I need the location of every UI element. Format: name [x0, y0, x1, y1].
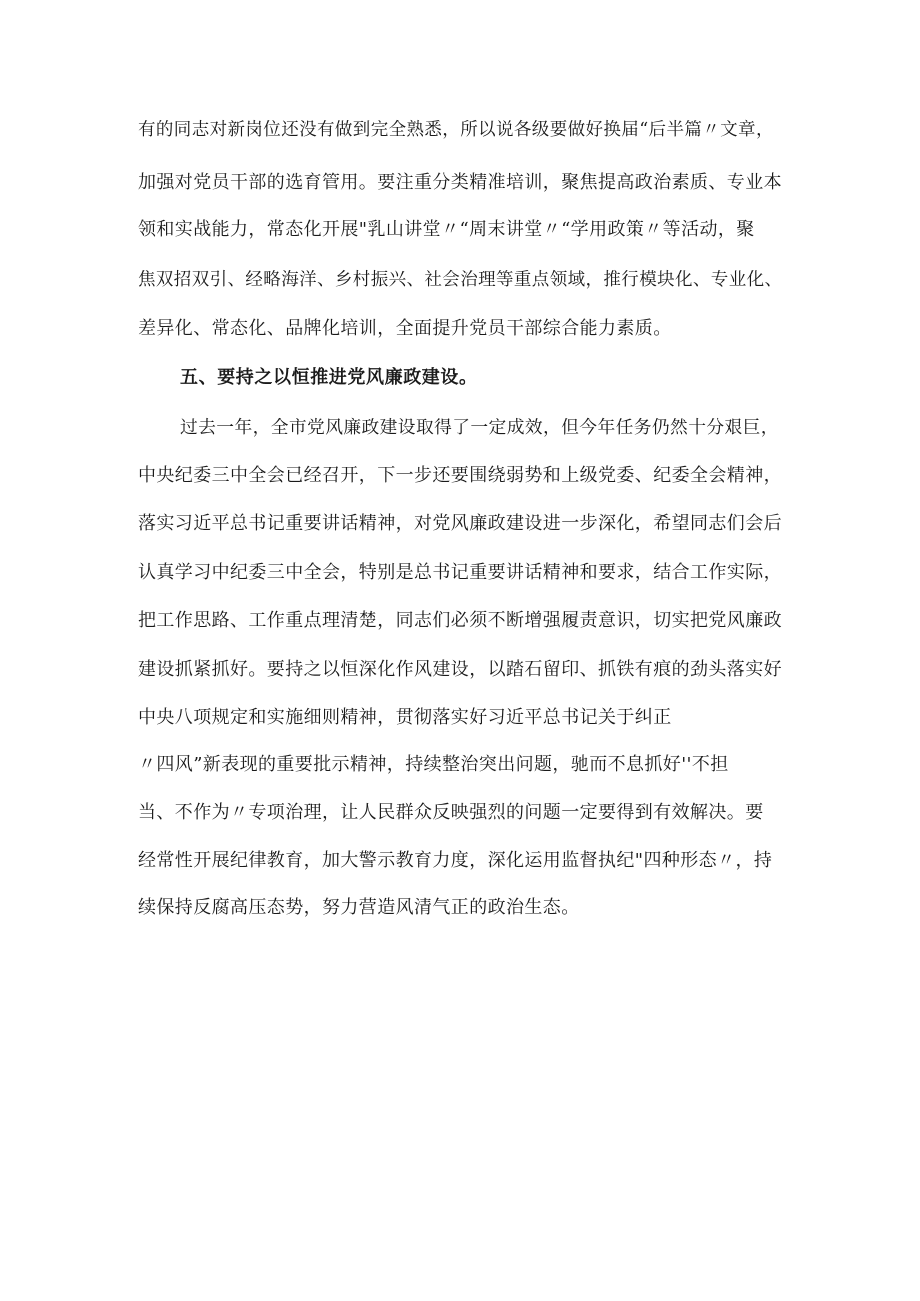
paragraph-line: 差异化、常态化、品牌化培训，全面提升党员干部综合能力素质。 [138, 318, 672, 339]
paragraph-line: 领和实战能力，常态化开展"乳山讲堂〃“周末讲堂〃“学用政策〃等活动，聚 [138, 219, 755, 240]
paragraph-line: 认真学习中纪委三中全会，特别是总书记重要讲话精神和要求，结合工作实际， [138, 562, 782, 583]
section-heading: 五、要持之以恒推进党风廉政建设。 [180, 367, 478, 388]
paragraph-line: 有的同志对新岗位还没有做到完全熟悉，所以说各级要做好换届“后半篇〃文章， [138, 120, 774, 140]
paragraph-line: 加强对党员干部的选育管用。要注重分类精准培训，聚焦提高政治素质、专业本 [138, 172, 782, 193]
paragraph-line: 〃四风”新表现的重要批示精神，持续整治突出问题，驰而不息抓好''不担 [138, 754, 729, 775]
paragraph-line: 把工作思路、工作重点理清楚，同志们必须不断增强履责意识，切实把党风廉政 [138, 610, 782, 631]
paragraph-line: 当、不作为〃专项治理，让人民群众反映强烈的问题一定要得到有效解决。要 [138, 802, 764, 823]
paragraph-line: 中央纪委三中全会已经召开，下一步还要围绕弱势和上级党委、纪委全会精神， [138, 465, 782, 486]
paragraph-line: 落实习近平总书记重要讲话精神，对党风廉政建设进一步深化，希望同志们会后 [138, 513, 782, 534]
paragraph-line: 经常性开展纪律教育，加大警示教育力度，深化运用监督执纪"四种形态〃，持 [138, 850, 773, 871]
paragraph-line: 续保持反腐高压态势，努力营造风清气正的政治生态。 [138, 897, 580, 918]
paragraph-line: 中央八项规定和实施细则精神，贯彻落实好习近平总书记关于纠正 [138, 707, 672, 728]
paragraph-line: 建设抓紧抓好。要持之以恒深化作风建设，以踏石留印、抓铁有痕的劲头落实好 [138, 659, 782, 680]
paragraph-line: 焦双招双引、经略海洋、乡村振兴、社会治理等重点领域，推行模块化、专业化、 [138, 270, 783, 290]
paragraph-line: 过去一年，全市党风廉政建设取得了一定成效，但今年任务仍然十分艰巨， [180, 418, 779, 438]
